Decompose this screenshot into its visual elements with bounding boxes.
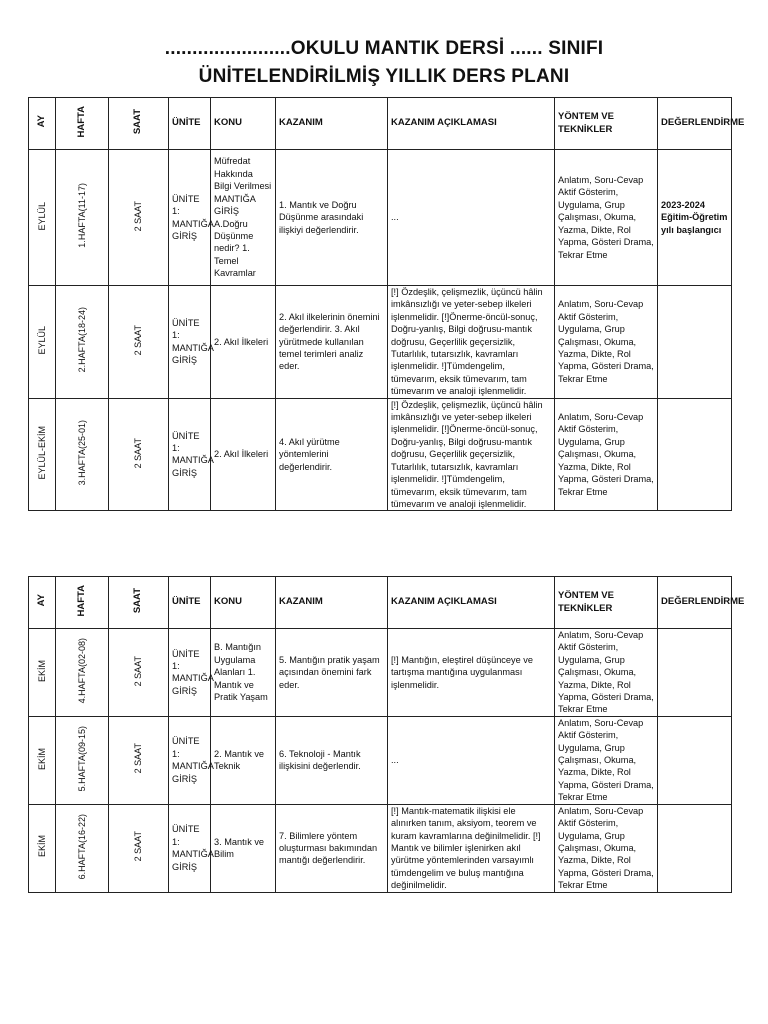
cell-yontem: Anlatım, Soru-Cevap Aktif Gösterim, Uygulama, Grup Çalışması, Okuma, Yazma, Dikte, Rol Yapma, Gösteri Drama, Tekrar Etme [555, 398, 658, 511]
header-kazanim-aciklamasi: KAZANIM AÇIKLAMASI [388, 577, 555, 629]
cell-aciklama: [!] Mantığın, eleştirel düşünceye ve tartışma mantığına uygulanması işlenmelidir. [388, 629, 555, 717]
cell-aciklama: [!] Özdeşlik, çelişmezlik, üçüncü hâlin imkânsızlığı ve yeter-sebep ilkeleri işlenmelidir. [!]Önerme-öncül-sonuç, Doğru-yanlış, Bilgi doğrusu-mantık doğrusu, Geçerlilik geçersizlik, Tutarlılık, tutarsızlık, kavramları işlenmelidir. !]Tümdengelim, tümevarım, eksik tümevarım, tam tümevarım ve analoji işlenmelidir. [388, 286, 555, 399]
cell-saat: 2 SAAT [109, 716, 169, 804]
header-hafta: HAFTA [56, 98, 109, 150]
cell-konu: B. Mantığın Uygulama Alanları 1. Mantık ve Pratik Yaşam [211, 629, 276, 717]
cell-unite: ÜNİTE 1: MANTIĞA GİRİŞ [169, 286, 211, 399]
cell-unite: ÜNİTE 1: MANTIĞA GİRİŞ [169, 804, 211, 892]
cell-degerlendirme [658, 286, 732, 399]
cell-hafta: 6.HAFTA(16-22) [56, 804, 109, 892]
header-hafta: HAFTA [56, 577, 109, 629]
cell-yontem: Anlatım, Soru-Cevap Aktif Gösterim, Uygulama, Grup Çalışması, Okuma, Yazma, Dikte, Rol Yapma, Gösteri Drama, Tekrar Etme [555, 286, 658, 399]
cell-konu: 3. Mantık ve Bilim [211, 804, 276, 892]
cell-hafta: 1.HAFTA(11-17) [56, 150, 109, 286]
table-header-row [29, 577, 732, 629]
table-row [29, 398, 732, 511]
cell-unite: ÜNİTE 1: MANTIĞA GİRİŞ [169, 398, 211, 511]
cell-ay: EYLÜL [29, 286, 56, 399]
cell-unite: ÜNİTE 1: MANTIĞA GİRİŞ [169, 716, 211, 804]
plan-table-2 [28, 576, 745, 893]
table-row [29, 716, 732, 804]
cell-ay: EKİM [29, 629, 56, 717]
header-ay: AY [29, 577, 56, 629]
header-yontem: YÖNTEM VE TEKNİKLER [555, 577, 658, 629]
cell-saat: 2 SAAT [109, 150, 169, 286]
table-row [29, 629, 732, 717]
cell-ay: EYLÜL-EKİM [29, 398, 56, 511]
header-ay: AY [29, 98, 56, 150]
cell-aciklama: [!] Mantık-matematik ilişkisi ele alınırken tanım, aksiyom, teorem ve kuram kavramlarına değinilmelidir. [!] Mantık ve bilimler işlenirken akıl yürütme yöntemlerinden varsayımlı tümdengelim ve buluş mantığına değinilmelidir. [388, 804, 555, 892]
cell-ay: EKİM [29, 716, 56, 804]
cell-degerlendirme [658, 398, 732, 511]
table-row [29, 804, 732, 892]
cell-hafta: 4.HAFTA(02-08) [56, 629, 109, 717]
cell-hafta: 3.HAFTA(25-01) [56, 398, 109, 511]
table-row [29, 150, 732, 286]
cell-aciklama: [!] Özdeşlik, çelişmezlik, üçüncü hâlin imkânsızlığı ve yeter-sebep ilkeleri işlenmelidir. [!]Önerme-öncül-sonuç, Doğru-yanlış, Bilgi doğrusu-mantık doğrusu, Geçerlilik geçersizlik, Tutarlılık, tutarsızlık, kavramları işlenmelidir. !]Tümdengelim, tümevarım, eksik tümevarım, tam tümevarım ve analoji işlenmelidir. [388, 398, 555, 511]
cell-kazanim: 6. Teknoloji - Mantık ilişkisini değerlendir. [276, 716, 388, 804]
cell-yontem: Anlatım, Soru-Cevap Aktif Gösterim, Uygulama, Grup Çalışması, Okuma, Yazma, Dikte, Rol Yapma, Gösteri Drama, Tekrar Etme [555, 150, 658, 286]
header-konu: KONU [211, 577, 276, 629]
header-unite: ÜNİTE [169, 98, 211, 150]
cell-aciklama: ... [388, 150, 555, 286]
cell-degerlendirme: 2023-2024 Eğitim-Öğretim yılı başlangıcı [658, 150, 732, 286]
cell-aciklama: ... [388, 716, 555, 804]
table-row [29, 286, 732, 399]
header-kazanim: KAZANIM [276, 577, 388, 629]
cell-kazanim: 1. Mantık ve Doğru Düşünme arasındaki ilişkiyi değerlendirir. [276, 150, 388, 286]
cell-saat: 2 SAAT [109, 629, 169, 717]
cell-kazanim: 5. Mantığın pratik yaşam açısından önemini fark eder. [276, 629, 388, 717]
cell-konu: 2. Akıl İlkeleri [211, 398, 276, 511]
header-unite: ÜNİTE [169, 577, 211, 629]
cell-konu: 2. Akıl İlkeleri [211, 286, 276, 399]
header-konu: KONU [211, 98, 276, 150]
cell-ay: EYLÜL [29, 150, 56, 286]
page-title-line-1: .......................OKULU MANTIK DERSİ ...... SINIFI [164, 38, 604, 59]
header-degerlendirme: DEĞERLENDİRME [658, 98, 732, 150]
header-degerlendirme: DEĞERLENDİRME [658, 577, 732, 629]
header-kazanim-aciklamasi: KAZANIM AÇIKLAMASI [388, 98, 555, 150]
cell-unite: ÜNİTE 1: MANTIĞA GİRİŞ [169, 150, 211, 286]
cell-unite: ÜNİTE 1: MANTIĞA GİRİŞ [169, 629, 211, 717]
cell-saat: 2 SAAT [109, 804, 169, 892]
cell-yontem: Anlatım, Soru-Cevap Aktif Gösterim, Uygulama, Grup Çalışması, Okuma, Yazma, Dikte, Rol Yapma, Gösteri Drama, Tekrar Etme [555, 629, 658, 717]
cell-yontem: Anlatım, Soru-Cevap Aktif Gösterim, Uygulama, Grup Çalışması, Okuma, Yazma, Dikte, Rol Yapma, Gösteri Drama, Tekrar Etme [555, 716, 658, 804]
cell-degerlendirme [658, 629, 732, 717]
cell-saat: 2 SAAT [109, 398, 169, 511]
header-yontem: YÖNTEM VE TEKNİKLER [555, 98, 658, 150]
cell-konu: Müfredat Hakkında Bilgi Verilmesi MANTIĞA GİRİŞ A.Doğru Düşünme nedir? 1. Temel Kavramlar [211, 150, 276, 286]
header-kazanim: KAZANIM [276, 98, 388, 150]
header-saat: SAAT [109, 98, 169, 150]
cell-ay: EKİM [29, 804, 56, 892]
cell-degerlendirme [658, 804, 732, 892]
cell-konu: 2. Mantık ve Teknik [211, 716, 276, 804]
cell-hafta: 5.HAFTA(09-15) [56, 716, 109, 804]
cell-kazanim: 7. Bilimlere yöntem oluşturması bakımından mantığı değerlendirir. [276, 804, 388, 892]
page-title-line-2: ÜNİTELENDİRİLMİŞ YILLIK DERS PLANI [198, 66, 570, 87]
cell-saat: 2 SAAT [109, 286, 169, 399]
plan-table-1 [28, 97, 745, 511]
cell-kazanim: 2. Akıl ilkelerinin önemini değerlendirir. 3. Akıl yürütmede kullanılan temel terimleri analiz eder. [276, 286, 388, 399]
header-saat: SAAT [109, 577, 169, 629]
cell-degerlendirme [658, 716, 732, 804]
cell-kazanim: 4. Akıl yürütme yöntemlerini değerlendirir. [276, 398, 388, 511]
cell-hafta: 2.HAFTA(18-24) [56, 286, 109, 399]
cell-yontem: Anlatım, Soru-Cevap Aktif Gösterim, Uygulama, Grup Çalışması, Okuma, Yazma, Dikte, Rol Yapma, Gösteri Drama, Tekrar Etme [555, 804, 658, 892]
table-header-row [29, 98, 732, 150]
